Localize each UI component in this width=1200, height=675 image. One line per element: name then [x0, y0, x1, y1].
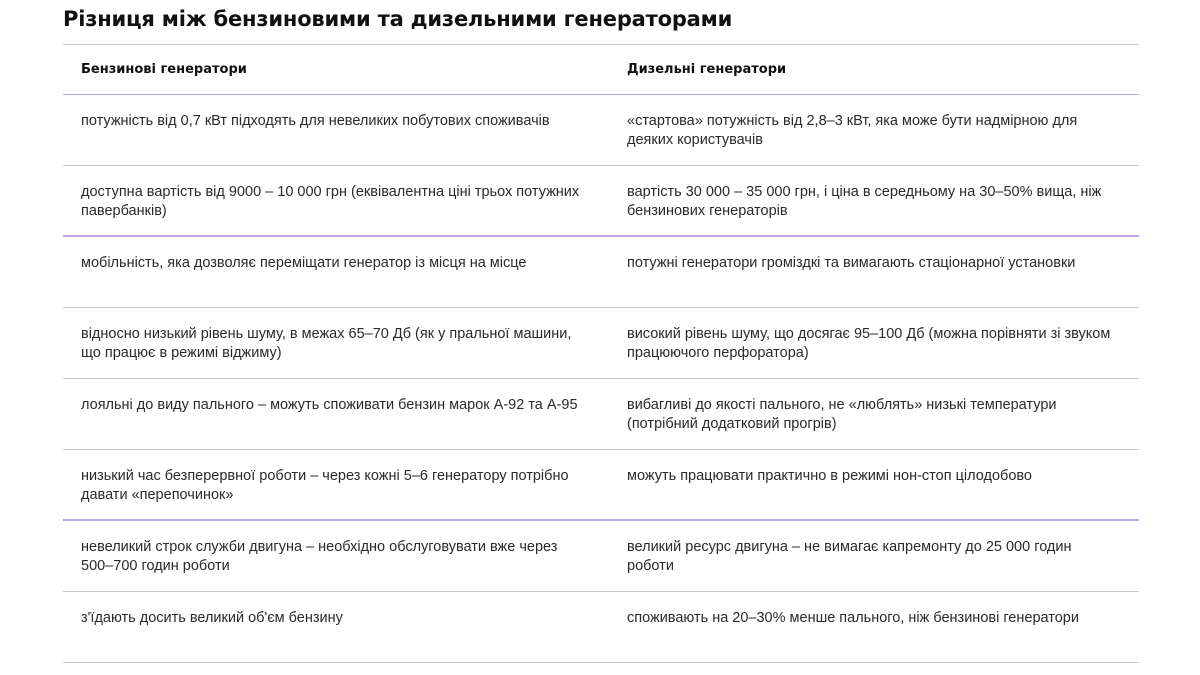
- table-row: [63, 166, 1139, 237]
- comparison-table: [63, 44, 1139, 663]
- petrol-cell: невеликий строк служби двигуна – необхідно обслуговувати вже через 500–700 годин роботи: [81, 539, 558, 574]
- petrol-cell: лояльні до виду пального – можуть споживати бензин марок А-92 та А-95: [81, 397, 578, 413]
- petrol-cell: доступна вартість від 9000 – 10 000 грн (еквівалентна ціні трьох потужних павербанків): [81, 184, 580, 219]
- table-title: Різниця між бензиновими та дизельними генераторами: [63, 7, 733, 31]
- diesel-cell: можуть працювати практично в режимі нон-стоп цілодобово: [627, 468, 1032, 484]
- diesel-cell: вартість 30 000 – 35 000 грн, і ціна в середньому на 30–50% вища, ніж бензинових генераторів: [627, 184, 1102, 219]
- petrol-cell: мобільність, яка дозволяє переміщати генератор із місця на місце: [81, 255, 527, 271]
- diesel-cell: «стартова» потужність від 2,8–3 кВт, яка може бути надмірною для деяких користувачів: [627, 113, 1078, 148]
- table-row: [63, 521, 1139, 592]
- diesel-cell: великий ресурс двигуна – не вимагає капремонту до 25 000 годин роботи: [627, 539, 1072, 574]
- table-row: [63, 237, 1139, 308]
- petrol-cell: низький час безперервної роботи – через кожні 5–6 генератору потрібно давати «перепочинок»: [81, 468, 569, 503]
- article-content: [63, 0, 1139, 663]
- petrol-cell: потужність від 0,7 кВт підходять для невеликих побутових споживачів: [81, 113, 550, 129]
- table-row: [63, 379, 1139, 450]
- table-header-row: [63, 45, 1139, 95]
- petrol-cell: відносно низький рівень шуму, в межах 65–70 Дб (як у пральної машини, що працює в режимі віджиму): [81, 326, 572, 361]
- table-row: [63, 592, 1139, 663]
- table-row: [63, 95, 1139, 166]
- diesel-cell: споживають на 20–30% менше пального, ніж бензинові генератори: [627, 610, 1079, 626]
- diesel-cell: високий рівень шуму, що досягає 95–100 Дб (можна порівняти зі звуком працюючого перфоратора): [627, 326, 1111, 361]
- table-row: [63, 450, 1139, 521]
- table-row: [63, 308, 1139, 379]
- diesel-cell: потужні генератори громіздкі та вимагають стаціонарної установки: [627, 255, 1076, 271]
- diesel-cell: вибагливі до якості пального, не «люблять» низькі температури (потрібний додатковий прогрів): [627, 397, 1057, 432]
- header-petrol-generators: Бензинові генератори: [81, 62, 247, 77]
- petrol-cell: з'їдають досить великий об'єм бензину: [81, 610, 343, 626]
- header-diesel-generators: Дизельні генератори: [627, 62, 787, 77]
